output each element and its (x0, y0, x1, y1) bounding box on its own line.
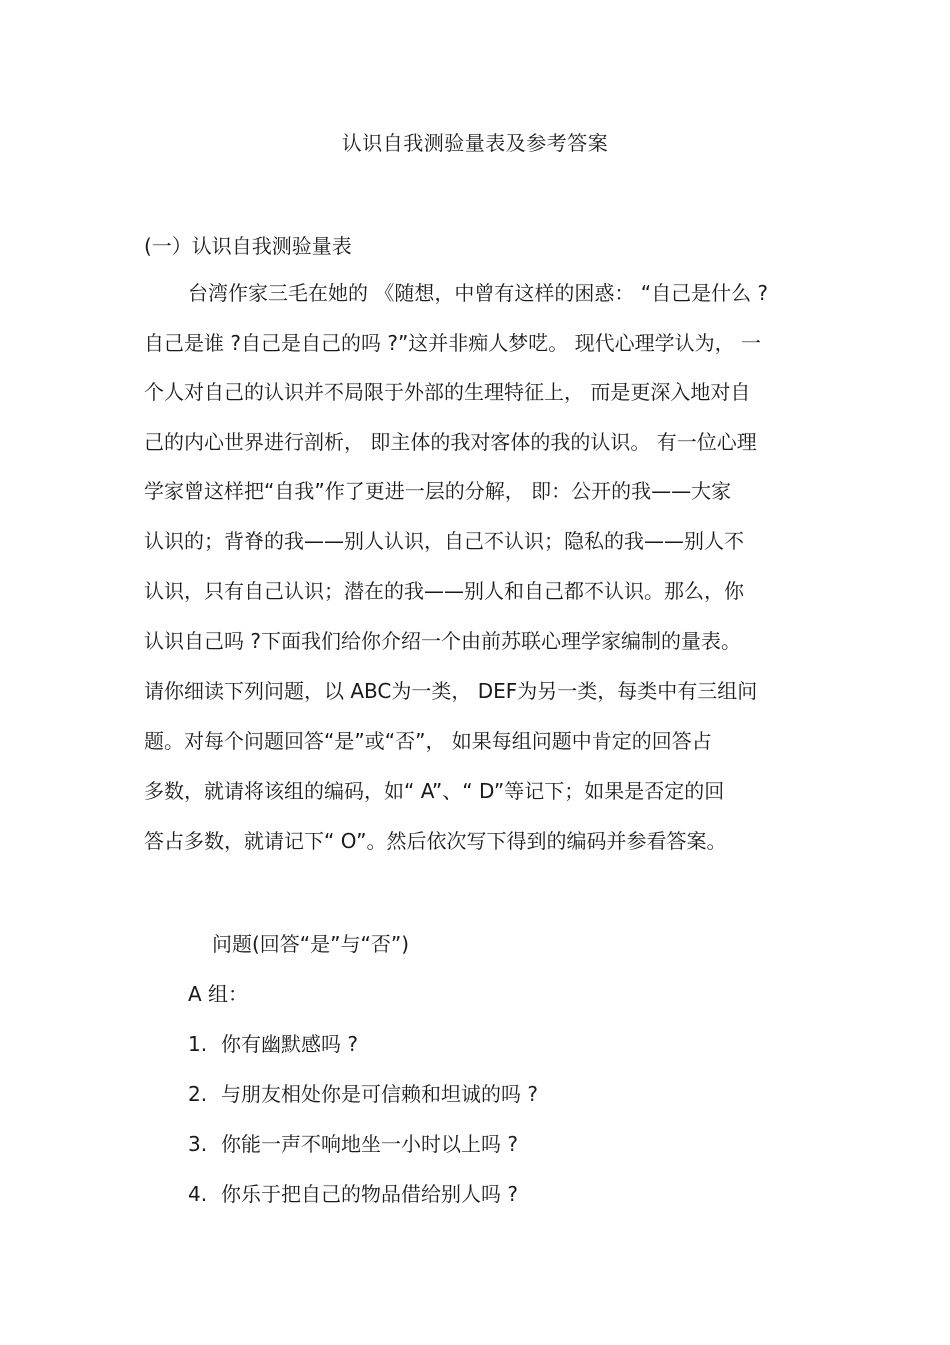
paragraph-line: 个人对自己的认识并不局限于外部的生理特征上， 而是更深入地对自 (144, 380, 751, 404)
question-number: 4. (188, 1182, 208, 1206)
question-item (188, 1128, 518, 1157)
question-number: 3. (188, 1132, 208, 1156)
paragraph-line: 多数，就请将该组的编码，如“ A”、“ D”等记下；如果是否定的回 (144, 779, 725, 803)
paragraph-line: 请你细读下列问题，以 ABC为一类， DEF为另一类，每类中有三组问 (144, 679, 758, 703)
paragraph-line: 认识，只有自己认识；潜在的我——别人和自己都不认识。那么，你 (144, 579, 744, 603)
paragraph-line: 台湾作家三毛在她的 《随想，中曾有这样的困惑： “自己是什么 ? (188, 281, 769, 305)
question-text: 你乐于把自己的物品借给别人吗 ? (221, 1182, 518, 1206)
page-title: 认识自我测验量表及参考答案 (341, 131, 609, 155)
paragraph-line: 自己是谁 ?自己是自己的吗 ?”这并非痴人梦呓。 现代心理学认为， 一 (144, 331, 762, 355)
question-text: 你能一声不响地坐一小时以上吗 ? (221, 1132, 518, 1156)
questions-heading: 问题(回答“是”与“否”) (212, 932, 410, 956)
paragraph-line: 答占多数，就请记下“ O”。然后依次写下得到的编码并参看答案。 (144, 829, 727, 853)
question-text: 与朋友相处你是可信赖和坦诚的吗 ? (221, 1082, 538, 1106)
question-number: 2. (188, 1082, 208, 1106)
question-item (188, 1178, 518, 1207)
question-text: 你有幽默感吗 ? (221, 1032, 358, 1056)
question-item (188, 1028, 358, 1057)
section-heading: (一）认识自我测验量表 (144, 234, 352, 258)
paragraph-line: 认识自己吗 ?下面我们给你介绍一个由前苏联心理学家编制的量表。 (144, 629, 741, 653)
question-item (188, 1078, 538, 1107)
paragraph-line: 题。对每个问题回答“是”或“否”， 如果每组问题中肯定的回答占 (144, 729, 712, 753)
question-number: 1. (188, 1032, 208, 1056)
group-label: A 组： (188, 982, 249, 1006)
paragraph-line: 学家曾这样把“自我”作了更进一层的分解， 即：公开的我——大家 (144, 479, 732, 503)
paragraph-line: 认识的；背脊的我——别人认识，自己不认识；隐私的我——别人不 (144, 529, 744, 553)
paragraph-line: 己的内心世界进行剖析， 即主体的我对客体的我的认识。 有一位心理 (144, 430, 757, 454)
